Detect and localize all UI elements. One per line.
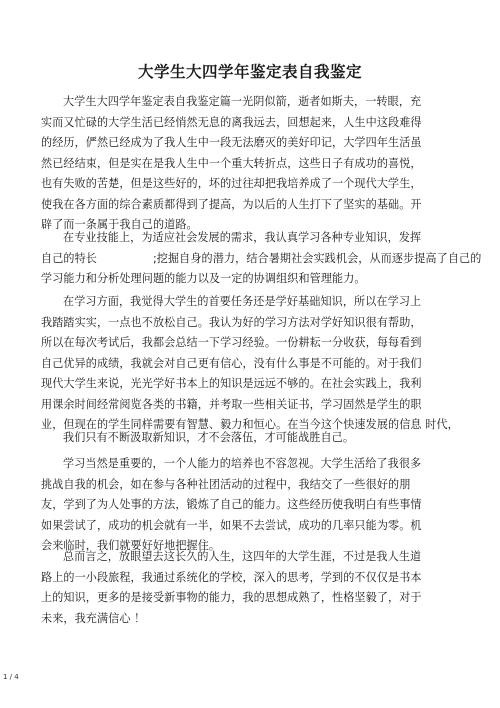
text-line: 用课余时间经常阅览各类的书籍，并考取一些相关证书，学习固然是学生的职 xyxy=(41,397,422,411)
text-line: 挑战自我的机会，如在参与各种社团活动的过程中，我结交了一些很好的朋 xyxy=(41,477,411,491)
text-line: 也有失败的苦楚，但是这些好的，坏的过往却把我培养成了一个现代大学生， xyxy=(41,177,422,190)
text-line: 在专业技能上，为适应社会发展的需求，我认真学习各种专业知识，发挥 xyxy=(63,231,422,244)
text-line: 未来，我充满信心 ！ xyxy=(41,611,146,625)
text-line: 自己优异的成绩，我就会对自己更有信心，没有什么事是不可能的。对于我们 xyxy=(41,356,422,370)
text-line: 实而又忙碌的大学生活已经悄然无息的离我远去，回想起来，人生中这段难得 xyxy=(41,115,422,129)
text-line: 会来临时，我们就要好好地把握住。 xyxy=(41,539,221,552)
text-line: 的经历，俨然已经成为了我人生中一段无法磨灭的美好印记，大学四年生活虽 xyxy=(41,136,422,149)
text-line: 大学生大四学年鉴定表自我鉴定篇一光阴似箭，逝者如斯夫，一转眼，充 xyxy=(63,95,422,108)
paragraph-2 xyxy=(41,228,482,290)
text-line: 我踏踏实实，一点也不放松自己。我认为好的学习方法对学好知识很有帮助， xyxy=(41,315,422,329)
text-line: 所以在每次考试后，我都会总结一下学习经验。一份耕耘一分收获，每每看到 xyxy=(41,336,422,349)
text-line: 我们只有不断汲取新知识，才不会落伍，才可能战胜自己。 xyxy=(63,431,355,444)
text-line: 上的知识，更多的是接受新事物的能力，我的思想成熟了，性格坚毅了，对于 xyxy=(41,591,422,604)
text-line: 友，学到了为人处事的方法，锻炼了自己的能力。这些经历使我明白有些事情 xyxy=(41,498,422,511)
paragraph-1 xyxy=(41,92,462,236)
document-title: 大学生大四学年鉴定表自我鉴定 xyxy=(137,63,362,81)
paragraph-3 xyxy=(41,292,462,436)
text-line: 业，但现在的学生同样需要有智慧、毅力和恒心。在当今这个快速发展的信息 时代， xyxy=(41,418,459,431)
text-line: 总而言之，放眼望去这长久的人生，这四年的大学生涯，不过是我人生道 xyxy=(63,550,422,563)
text-line: 然已经结束，但是实在是我人生中一个重大转折点，这些日子有成功的喜悦， xyxy=(41,156,422,170)
page-indicator: 1 / 4 xyxy=(3,673,19,681)
text-line: 在学习方面，我觉得大学生的首要任务还是学好基础知识，所以在学习上 xyxy=(63,295,422,308)
text-line: 学习当然是重要的，一个人能力的培养也不容忽视。大学生活给了我很多 xyxy=(63,457,422,470)
text-line: 学习能力和分析处理问题的能力以及一定的协调组织和管理能力。 xyxy=(41,272,366,285)
paragraph-4 xyxy=(41,428,462,449)
text-line: 使我在各方面的综合素质都得到了提高，为以后的人生打下了坚实的基础。开 xyxy=(41,197,422,211)
text-line: 路上的一小段旅程，我通过系统化的学校，深入的思考，学到的不仅仅是书本 xyxy=(41,570,422,584)
paragraph-5 xyxy=(41,454,462,557)
paragraph-6 xyxy=(41,547,462,629)
text-line: 现代大学生来说，光光学好书本上的知识是远远不够的。在社会实践上，我利 xyxy=(41,377,422,390)
text-line: 自己的特长 ;挖掘自身的潜力，结合暑期社会实践机会，从而逐步提高了自己的 xyxy=(41,251,482,265)
text-line: 如果尝试了，成功的机会就有一半，如果不去尝试，成功的几率只能为零。机 xyxy=(41,518,422,532)
text-line: 辟了而一条属于我自己的道路。 xyxy=(41,218,198,231)
